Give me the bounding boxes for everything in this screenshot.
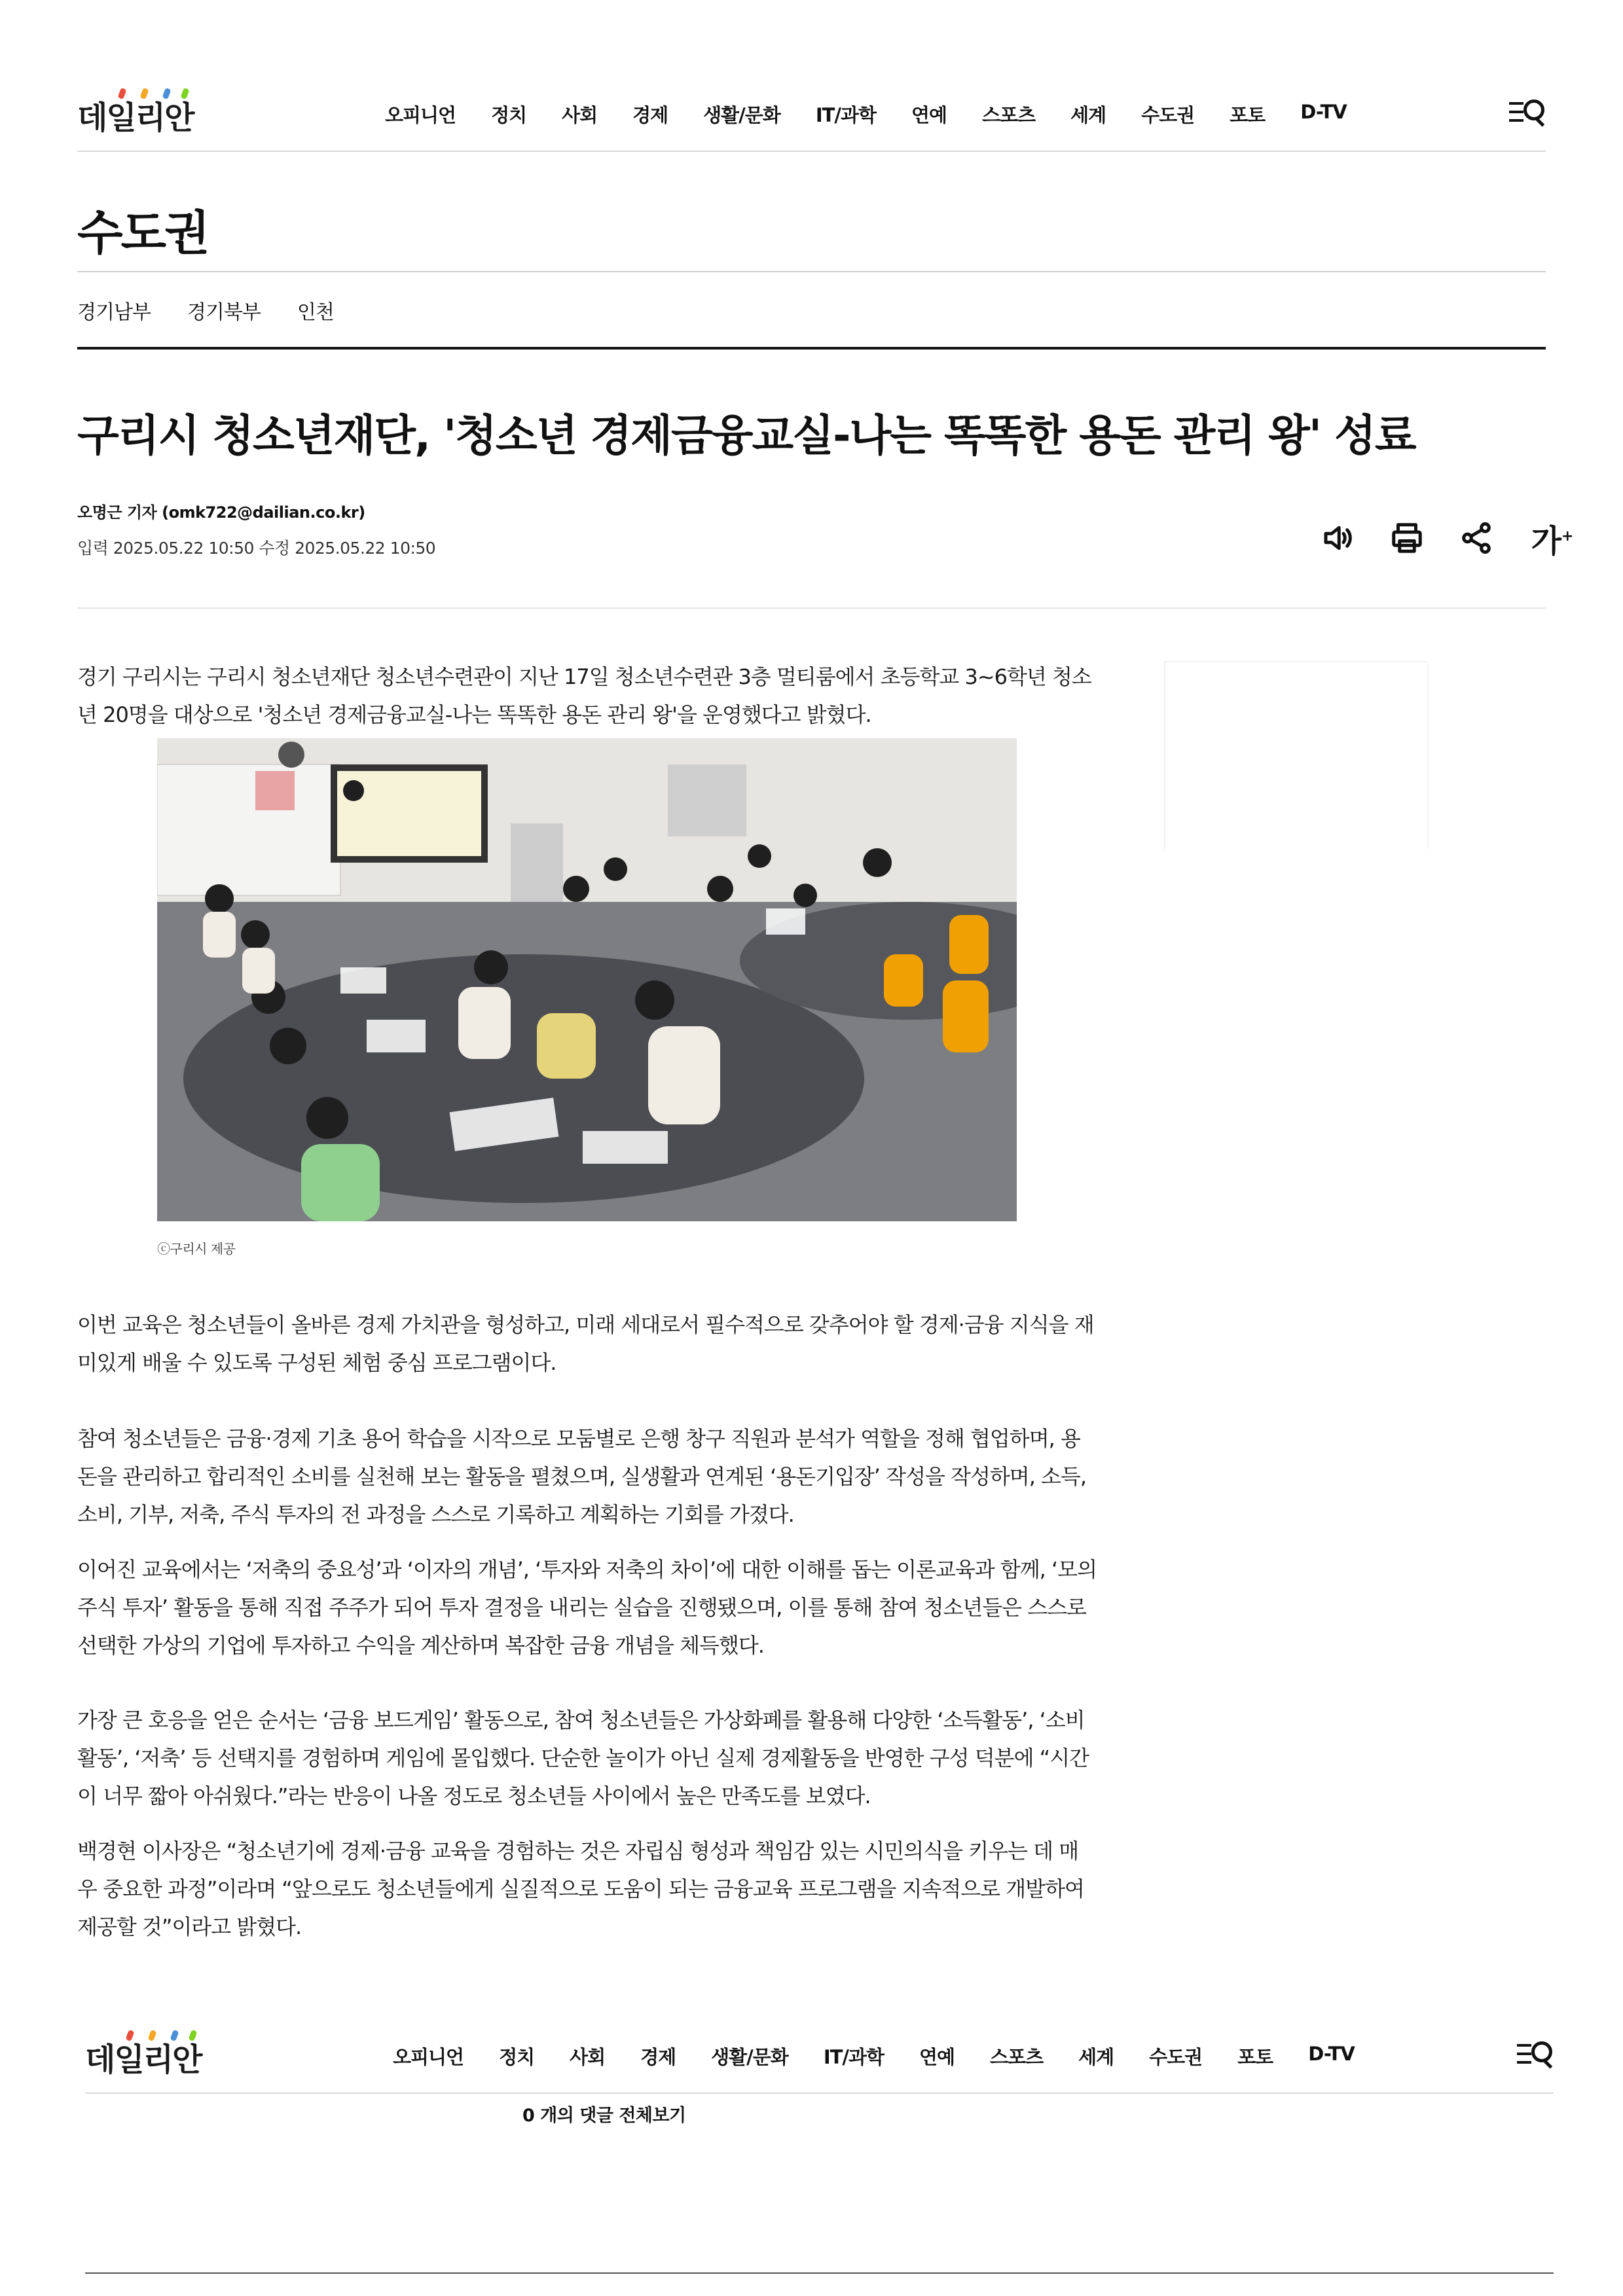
nav-item-sports[interactable]: 스포츠 [982,104,1036,126]
divider [77,271,1546,272]
site-logo[interactable] [77,92,193,137]
nav-item-capital-area[interactable]: 수도권 [1149,2046,1203,2068]
article-tools [1303,517,1580,559]
ad-slot [1164,661,1427,849]
logo-text: 데일리안 [77,92,193,137]
divider [77,347,1546,350]
logo-text: 데일리안 [85,2034,201,2079]
logo-accent-marks [109,2029,194,2042]
section-subnav [77,296,371,325]
nav-item-photo[interactable]: 포토 [1230,104,1266,126]
nav-item-world[interactable]: 세계 [1070,104,1106,126]
nav-item-economy[interactable]: 경제 [640,2046,676,2068]
nav-item-life-culture[interactable]: 생활/문화 [711,2046,788,2068]
bottom-navigation-bar [85,2019,1554,2094]
view-all-comments-link[interactable]: 0 개의 댓글 전체보기 [522,2106,686,2126]
nav-item-photo[interactable]: 포토 [1237,2046,1273,2068]
article-paragraphs [77,1306,1102,1946]
nav-item-dtv[interactable]: D-TV [1300,101,1347,123]
speaker-icon[interactable] [1303,517,1372,559]
font-size-button[interactable] [1511,517,1580,559]
nav-item-politics[interactable]: 정치 [499,2046,535,2068]
nav-item-opinion[interactable]: 오피니언 [393,2046,464,2068]
nav-item-entertainment[interactable]: 연예 [919,2046,955,2068]
nav-item-world[interactable]: 세계 [1078,2046,1114,2068]
article-dates: 입력 2025.05.22 10:50 수정 2025.05.22 10:50 [77,539,436,558]
article-paragraph: 가장 큰 호응을 얻은 순서는 ‘금융 보드게임’ 활동으로, 참여 청소년들은 가상화폐를 활용해 다양한 ‘소득활동’, ‘소비 활동’, ‘저축’ 등 선택지를 경험하며 게임에 몰입했다. 단순한 놀이가 아닌 실제 경제활동을 반영한 구성 덕분에 “시간 이 너무 짧아 아쉬웠다.”라는 반응이 나올 정도로 청소년들 사이에서 높은 만족도를 보였다. [77,1708,1089,1808]
nav-item-opinion[interactable]: 오피니언 [385,104,456,126]
photo-caption: ⓒ구리시 제공 [157,1241,236,1257]
article-paragraph: 이번 교육은 청소년들이 올바른 경제 가치관을 형성하고, 미래 세대로서 필수적으로 갖추어야 할 경제·금융 지식을 재 미있게 배울 수 있도록 구성된 체험 중심 프로그램이다. [77,1312,1094,1375]
nav-item-capital-area[interactable]: 수도권 [1141,104,1195,126]
article-figure [157,738,1017,1257]
logo-accent-marks [101,87,186,100]
main-nav [385,101,1382,128]
nav-item-sports[interactable]: 스포츠 [990,2046,1044,2068]
nav-item-entertainment[interactable]: 연예 [911,104,947,126]
nav-item-politics[interactable]: 정치 [491,104,527,126]
section-title: 수도권 [77,206,208,260]
font-size-label: 가+ [1531,522,1574,560]
nav-item-life-culture[interactable]: 생활/문화 [703,104,780,126]
article-photo [157,738,1017,1221]
main-nav [393,2043,1390,2070]
subnav-item-gyeonggi-south[interactable]: 경기남부 [77,301,151,324]
article-headline: 구리시 청소년재단, '청소년 경제금융교실-나는 똑똑한 용돈 관리 왕' 성료 [77,410,1415,461]
article-byline: 오명근 기자 (omk722@dailian.co.kr) [77,503,365,522]
share-icon[interactable] [1442,517,1511,559]
divider [85,2272,1554,2274]
menu-search-icon[interactable] [1509,99,1546,128]
article-paragraph: 백경현 이사장은 “청소년기에 경제·금융 교육을 경험하는 것은 자립심 형성과 책임감 있는 시민의식을 키우는 데 매 우 중요한 과정”이라며 “앞으로도 청소년들에게 실질적으로 도움이 되는 금융교육 프로그램을 지속적으로 개발하여 제공할 것”이라고 밝혔다. [77,1839,1084,1939]
subnav-item-incheon[interactable]: 인천 [297,301,334,324]
divider [77,607,1546,609]
site-logo[interactable] [85,2034,201,2079]
nav-item-it-science[interactable]: IT/과학 [815,104,877,126]
nav-item-dtv[interactable]: D-TV [1308,2043,1355,2065]
nav-item-it-science[interactable]: IT/과학 [823,2046,884,2068]
article-paragraph: 이어진 교육에서는 ‘저축의 중요성’과 ‘이자의 개념’, ‘투자와 저축의 차이’에 대한 이해를 돕는 이론교육과 함께, ‘모의 주식 투자’ 활동을 통해 직접 주주가 되어 투자 결정을 내리는 실습을 진행됐으며, 이를 통해 참여 청소년들은 스스로 선택한 가상의 기업에 투자하고 수익을 계산하며 복잡한 금융 개념을 체득했다. [77,1557,1097,1658]
nav-item-society[interactable]: 사회 [570,2046,606,2068]
article-lead: 경기 구리시는 구리시 청소년재단 청소년수련관이 지난 17일 청소년수련관 3층 멀티룸에서 초등학교 3~6학년 청소 년 20명을 대상으로 '청소년 경제금융교실-나는 똑똑한 용돈 관리 왕'을 운영했다고 밝혔다. [77,664,1091,727]
menu-search-icon[interactable] [1517,2041,1554,2070]
nav-item-economy[interactable]: 경제 [632,104,668,126]
article-body [77,658,1102,1939]
print-icon[interactable] [1372,517,1442,559]
top-navigation-bar [77,77,1546,152]
nav-item-society[interactable]: 사회 [562,104,598,126]
subnav-item-gyeonggi-north[interactable]: 경기북부 [187,301,261,324]
article-paragraph: 참여 청소년들은 금융·경제 기초 용어 학습을 시작으로 모둠별로 은행 창구 직원과 분석가 역할을 정해 협업하며, 용 돈을 관리하고 합리적인 소비를 실천해 보는 활동을 펼쳤으며, 실생활과 연계된 ‘용돈기입장’ 작성을 작성하며, 소득, 소비, 기부, 저축, 주식 투자의 전 과정을 스스로 기록하고 계획하는 기회를 가졌다. [77,1426,1087,1527]
